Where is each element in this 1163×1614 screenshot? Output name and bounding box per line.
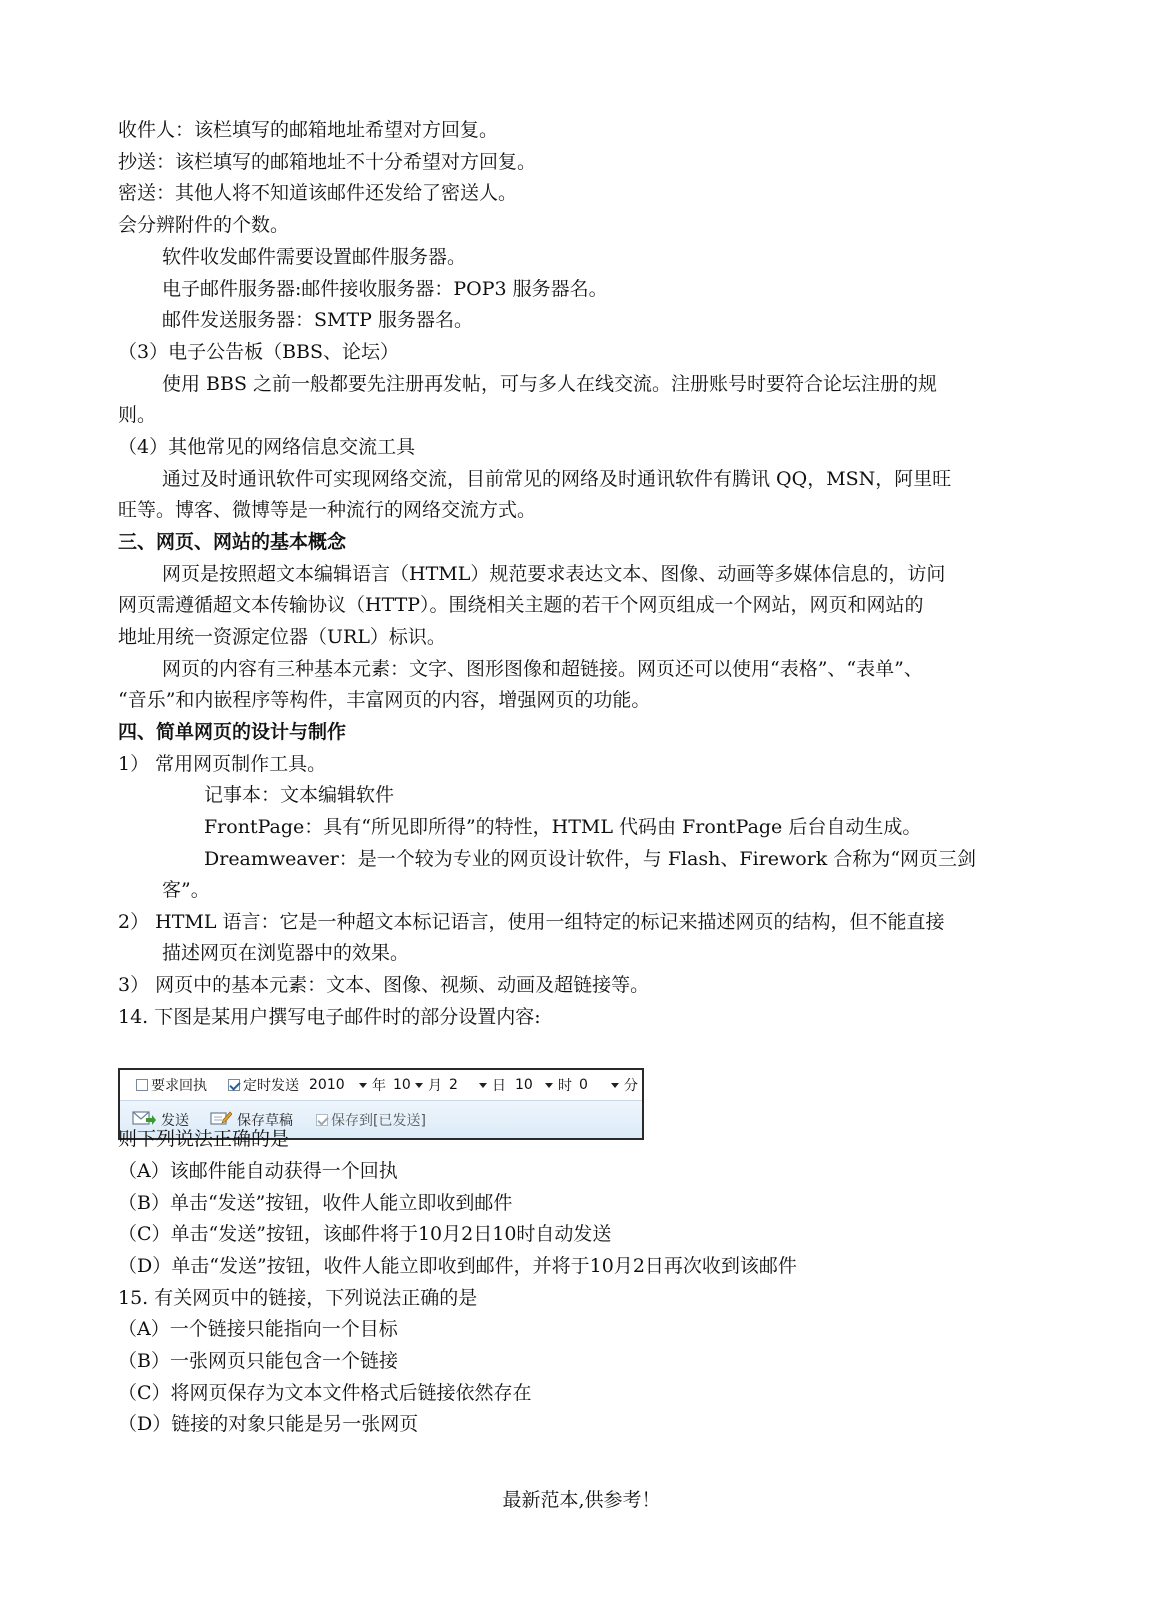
text-line: 网页的内容有三种基本元素：文字、图形图像和超链接。网页还可以使用“表格”、“表单”、 — [162, 658, 923, 680]
save-to-sent-checkbox[interactable] — [316, 1114, 328, 1126]
timed-send-label: 定时发送 — [243, 1078, 299, 1094]
year-select[interactable] — [306, 1075, 370, 1095]
receipt-checkbox[interactable] — [136, 1079, 148, 1091]
text-line: 使用 BBS 之前一般都要先注册再发帖，可与多人在线交流。注册账号时要符合论坛注册的规 — [162, 373, 938, 395]
option-c: （C）将网页保存为文本文件格式后链接依然存在 — [118, 1382, 532, 1404]
hour-group — [512, 1074, 572, 1096]
year-value: 2010 — [309, 1077, 345, 1093]
chevron-down-icon — [611, 1083, 619, 1088]
text-line: 则。 — [118, 404, 157, 426]
question-15: 15. 有关网页中的链接，下列说法正确的是 — [118, 1287, 478, 1309]
chevron-down-icon — [359, 1083, 367, 1088]
text-line: 收件人：该栏填写的邮箱地址希望对方回复。 — [118, 119, 499, 141]
section-heading: 四、简单网页的设计与制作 — [118, 721, 347, 743]
text-line: 描述网页在浏览器中的效果。 — [162, 942, 410, 964]
text-line: 抄送：该栏填写的邮箱地址不十分希望对方回复。 — [118, 151, 537, 173]
chevron-down-icon — [415, 1083, 423, 1088]
text-line: 会分辨附件的个数。 — [118, 214, 290, 236]
list-item: 1） 常用网页制作工具。 — [118, 753, 327, 775]
hour-value: 10 — [515, 1077, 533, 1093]
text-line: 密送：其他人将不知道该邮件还发给了密送人。 — [118, 182, 518, 204]
minute-group — [576, 1074, 638, 1096]
chevron-down-icon — [545, 1083, 553, 1088]
month-unit: 月 — [428, 1078, 442, 1094]
text-line: 软件收发邮件需要设置邮件服务器。 — [162, 246, 467, 268]
text-line: 客”。 — [162, 879, 210, 901]
list-item: 3） 网页中的基本元素：文本、图像、视频、动画及超链接等。 — [118, 974, 650, 996]
month-group — [390, 1074, 442, 1096]
save-draft-label: 保存草稿 — [237, 1113, 293, 1129]
text-line: 邮件发送服务器：SMTP 服务器名。 — [162, 309, 473, 331]
text-line: 网页需遵循超文本传输协议（HTTP）。围绕相关主题的若干个网页组成一个网站，网页和网站的 — [118, 594, 924, 616]
option-c: （C）单击“发送”按钮，该邮件将于10月2日10时自动发送 — [118, 1223, 612, 1245]
minute-unit: 分 — [624, 1078, 638, 1094]
day-unit: 日 — [492, 1078, 506, 1094]
day-value: 2 — [449, 1077, 458, 1093]
receipt-option[interactable] — [136, 1074, 207, 1096]
send-label: 发送 — [161, 1113, 189, 1129]
section-heading: 三、网页、网站的基本概念 — [118, 531, 347, 553]
section-subheading: （3）电子公告板（BBS、论坛） — [118, 341, 400, 363]
minute-select[interactable] — [576, 1075, 622, 1095]
text-line: 通过及时通讯软件可实现网络交流，目前常见的网络及时通讯软件有腾讯 QQ，MSN，阿里旺 — [162, 468, 952, 490]
option-a: （A）一个链接只能指向一个目标 — [118, 1318, 398, 1340]
list-item: 2） HTML 语言：它是一种超文本标记语言，使用一组特定的标记来描述网页的结构，但不能直接 — [118, 911, 945, 933]
text-line: Dreamweaver：是一个较为专业的网页设计软件，与 Flash、Firework 合称为“网页三剑 — [204, 848, 977, 870]
save-to-sent-label: 保存到[已发送] — [331, 1113, 426, 1129]
hour-select[interactable] — [512, 1075, 556, 1095]
text-line: FrontPage：具有“所见即所得”的特性，HTML 代码由 FrontPage 后台自动生成。 — [204, 816, 922, 838]
text-line: 电子邮件服务器:邮件接收服务器：POP3 服务器名。 — [162, 278, 608, 300]
month-select[interactable] — [390, 1075, 426, 1095]
option-d: （D）链接的对象只能是另一张网页 — [118, 1413, 419, 1435]
section-subheading: （4）其他常见的网络信息交流工具 — [118, 436, 416, 458]
timed-send-option[interactable] — [228, 1074, 299, 1096]
save-to-sent-option[interactable] — [316, 1109, 426, 1131]
text-line: 旺等。博客、微博等是一种流行的网络交流方式。 — [118, 499, 537, 521]
minute-value: 0 — [579, 1077, 588, 1093]
timed-send-checkbox[interactable] — [228, 1079, 240, 1091]
year-group — [306, 1074, 386, 1096]
option-b: （B）一张网页只能包含一个链接 — [118, 1350, 398, 1372]
text-line: 地址用统一资源定位器（URL）标识。 — [118, 626, 446, 648]
option-a: （A）该邮件能自动获得一个回执 — [118, 1160, 398, 1182]
text-line: “音乐”和内嵌程序等构件，丰富网页的内容，增强网页的功能。 — [118, 689, 651, 711]
option-d: （D）单击“发送”按钮，收件人能立即收到邮件，并将于10月2日再次收到该邮件 — [118, 1255, 797, 1277]
question-stem: 则下列说法正确的是 — [118, 1128, 290, 1150]
text-line: 网页是按照超文本编辑语言（HTML）规范要求表达文本、图像、动画等多媒体信息的，访问 — [162, 563, 946, 585]
day-select[interactable] — [446, 1075, 490, 1095]
option-b: （B）单击“发送”按钮，收件人能立即收到邮件 — [118, 1192, 513, 1214]
page-footer: 最新范本,供参考！ — [502, 1489, 661, 1511]
schedule-row — [120, 1070, 642, 1101]
day-group — [446, 1074, 506, 1096]
text-line: 记事本：文本编辑软件 — [204, 784, 395, 806]
year-unit: 年 — [372, 1078, 386, 1094]
chevron-down-icon — [479, 1083, 487, 1088]
question-14: 14. 下图是某用户撰写电子邮件时的部分设置内容: — [118, 1006, 541, 1028]
month-value: 10 — [393, 1077, 411, 1093]
hour-unit: 时 — [558, 1078, 572, 1094]
receipt-label: 要求回执 — [151, 1078, 207, 1094]
